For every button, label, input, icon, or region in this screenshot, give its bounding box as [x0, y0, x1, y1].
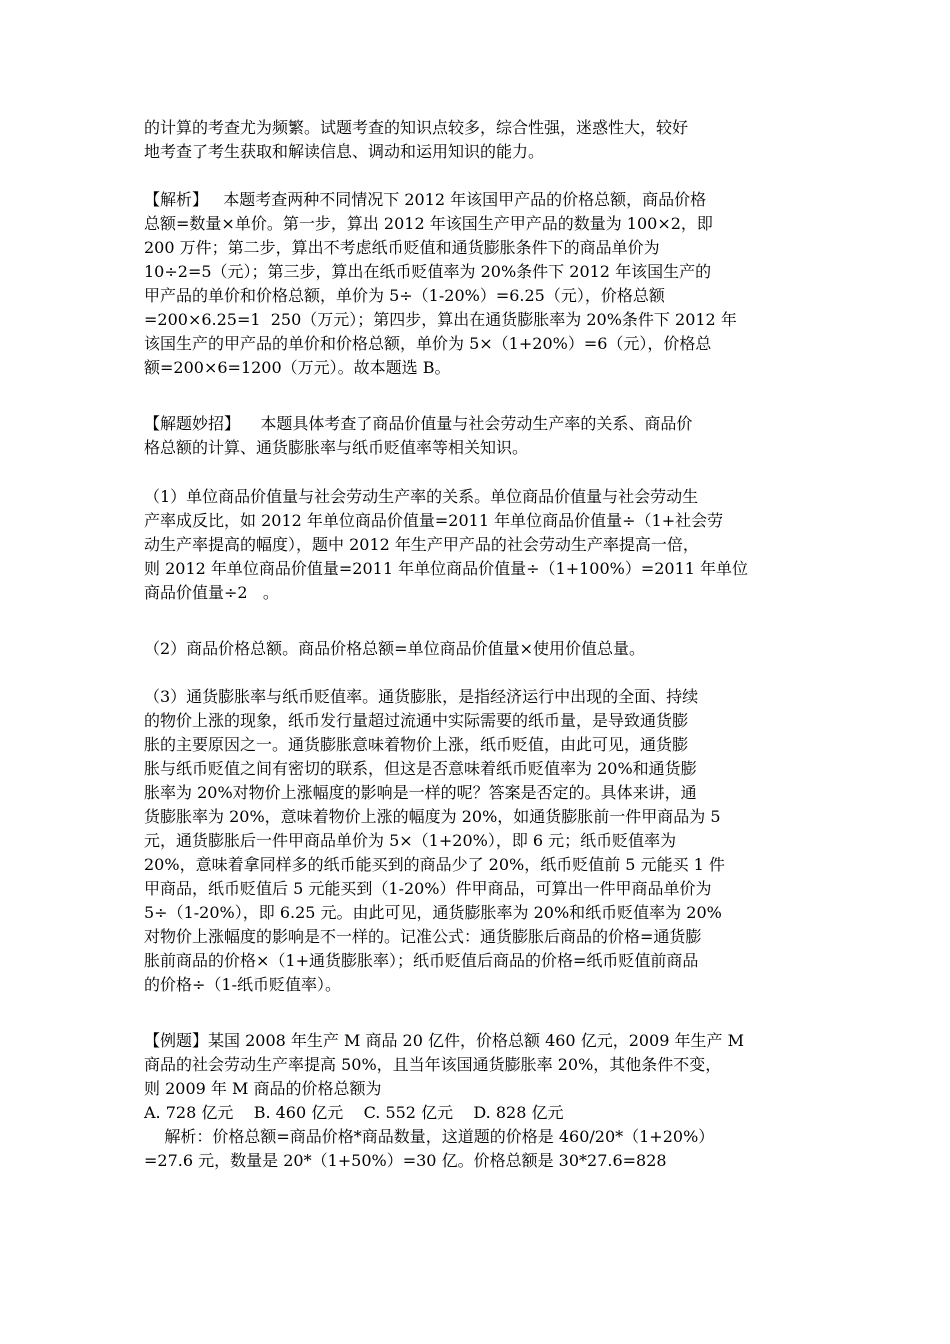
text-line: 元，通货膨胀后一件甲商品单价为 5×（1+20%），即 6 元；纸币贬值率为 — [144, 831, 677, 850]
text-line: 胀率为 20%对物价上涨幅度的影响是一样的呢？答案是否定的。具体来讲，通 — [144, 783, 697, 802]
text-line: 对物价上涨幅度的影响是不一样的。记准公式：通货膨胀后商品的价格=通货膨 — [144, 927, 702, 946]
text-line: 10÷2=5（元）；第三步，算出在纸币贬值率为 20%条件下 2012 年该国生产的 — [144, 262, 712, 281]
text-line: 格总额的计算、通货膨胀率与纸币贬值率等相关知识。 — [144, 438, 529, 457]
point-2-paragraph — [144, 637, 824, 661]
text-line: 则 2009 年 M 商品的价格总额为 — [144, 1079, 382, 1098]
text-line: 额=200×6=1200（万元）。故本题选 B。 — [144, 358, 451, 377]
text-line: 总额=数量×单价。第一步，算出 2012 年该国生产甲产品的数量为 100×2，即 — [144, 214, 713, 233]
text-line: 的物价上涨的现象，纸币发行量超过流通中实际需要的纸币量，是导致通货膨 — [144, 711, 689, 730]
text-line: （3）通货膨胀率与纸币贬值率。通货膨胀，是指经济运行中出现的全面、持续 — [144, 687, 699, 706]
text-line: 200 万件；第二步，算出不考虑纸币贬值和通货膨胀条件下的商品单价为 — [144, 238, 660, 257]
text-line: 则 2012 年单位商品价值量=2011 年单位商品价值量÷（1+100%）=2011 年单位 — [144, 559, 749, 578]
text-line: 商品的社会劳动生产率提高 50%，且当年该国通货膨胀率 20%，其他条件不变， — [144, 1055, 722, 1074]
text-line: 【解析】 本题考查两种不同情况下 2012 年该国甲产品的价格总额，商品价格 — [144, 190, 707, 209]
tips-paragraph — [144, 412, 824, 460]
point-1-paragraph — [144, 485, 824, 605]
text-line: 该国生产的甲产品的单价和价格总额，单价为 5×（1+20%）=6（元），价格总 — [144, 334, 712, 353]
text-line: 产率成反比，如 2012 年单位商品价值量=2011 年单位商品价值量÷（1+社会劳 — [144, 511, 724, 530]
text-line: 20%，意味着拿同样多的纸币能买到的商品少了 20%，纸币贬值前 5 元能买 1 件 — [144, 855, 725, 874]
analysis-paragraph — [144, 188, 824, 380]
text-line: 甲产品的单价和价格总额，单价为 5÷（1-20%）=6.25（元），价格总额 — [144, 286, 665, 305]
intro-paragraph — [144, 116, 824, 164]
text-line: 胀的主要原因之一。通货膨胀意味着物价上涨，纸币贬值，由此可见，通货膨 — [144, 735, 689, 754]
text-line: 解析：价格总额=商品价格*商品数量，这道题的价格是 460/20*（1+20%） — [144, 1127, 715, 1146]
text-line: 动生产率提高的幅度），题中 2012 年生产甲产品的社会劳动生产率提高一倍， — [144, 535, 699, 554]
text-line: 货膨胀率为 20%，意味着物价上涨的幅度为 20%，如通货膨胀前一件甲商品为 5 — [144, 807, 721, 826]
text-line: 5÷（1-20%），即 6.25 元。由此可见，通货膨胀率为 20%和纸币贬值率为 20% — [144, 903, 722, 922]
text-line: 【解题妙招】 本题具体考查了商品价值量与社会劳动生产率的关系、商品价 — [144, 414, 693, 433]
example-paragraph — [144, 1029, 824, 1173]
text-line: （2）商品价格总额。商品价格总额=单位商品价值量×使用价值总量。 — [144, 639, 645, 658]
text-line: 胀前商品的价格×（1+通货膨胀率）；纸币贬值后商品的价格=纸币贬值前商品 — [144, 951, 699, 970]
text-line: 地考查了考生获取和解读信息、调动和运用知识的能力。 — [144, 142, 545, 161]
text-line: 的价格÷（1-纸币贬值率）。 — [144, 975, 341, 994]
text-line: 【例题】某国 2008 年生产 M 商品 20 亿件，价格总额 460 亿元，2009 年生产 M — [144, 1031, 744, 1050]
text-line: =200×6.25=1 250（万元）；第四步，算出在通货膨胀率为 20%条件下 2012 年 — [144, 310, 737, 329]
text-line: （1）单位商品价值量与社会劳动生产率的关系。单位商品价值量与社会劳动生 — [144, 487, 699, 506]
text-line: 的计算的考查尤为频繁。试题考查的知识点较多，综合性强，迷惑性大，较好 — [144, 118, 689, 137]
text-line: 胀与纸币贬值之间有密切的联系，但这是否意味着纸币贬值率为 20%和通货膨 — [144, 759, 697, 778]
text-line: 甲商品，纸币贬值后 5 元能买到（1-20%）件甲商品，可算出一件甲商品单价为 — [144, 879, 712, 898]
text-line: =27.6 元，数量是 20*（1+50%）=30 亿。价格总额是 30*27.6=828 — [144, 1151, 667, 1170]
point-3-paragraph — [144, 685, 824, 997]
answer-options: A. 728 亿元 B. 460 亿元 C. 552 亿元 D. 828 亿元 — [144, 1103, 564, 1122]
text-line: 商品价值量÷2 。 — [144, 583, 279, 602]
